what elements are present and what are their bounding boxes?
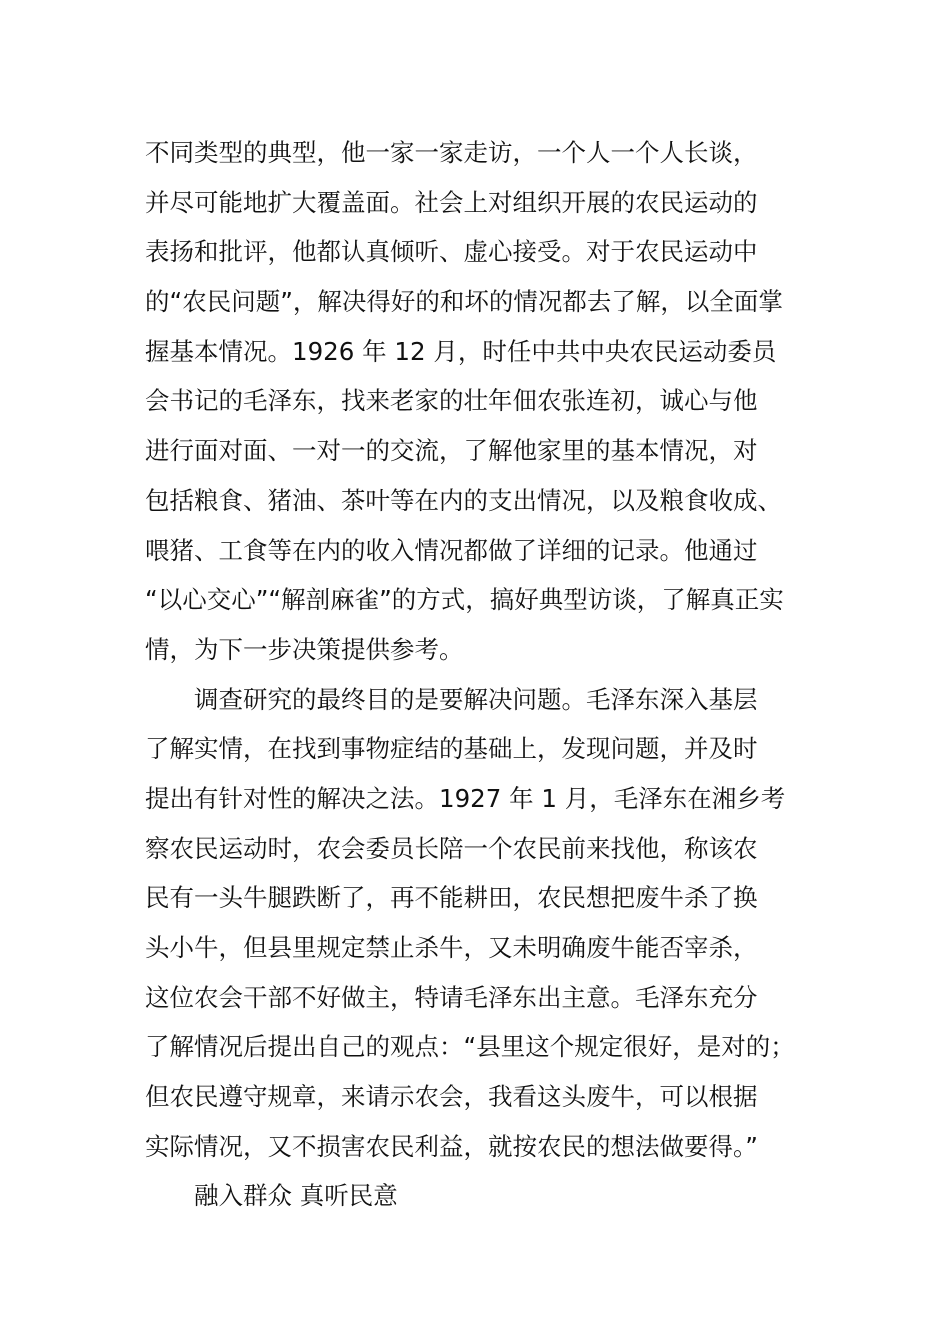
- text-line: “以心交心”“解剖麻雀”的方式，搞好典型访谈，了解真正实: [145, 585, 784, 615]
- text-line: 握基本情况。1926 年 12 月，时任中共中央农民运动委员: [145, 336, 777, 366]
- text-line: 了解情况后提出自己的观点：“县里这个规定很好，是对的；: [145, 1032, 795, 1062]
- text-line: 包括粮食、猪油、茶叶等在内的支出情况，以及粮食收成、: [145, 485, 782, 515]
- text-line: 察农民运动时，农会委员长陪一个农民前来找他，称该农: [145, 833, 758, 863]
- text-line: 的“农民问题”，解决得好的和坏的情况都去了解，以全面掌: [145, 287, 783, 317]
- text-line: 表扬和批评，他都认真倾听、虚心接受。对于农民运动中: [145, 237, 758, 267]
- text-line: 不同类型的典型，他一家一家走访，一个人一个人长谈，: [145, 138, 758, 167]
- text-line: 头小牛，但县里规定禁止杀牛，又未明确废牛能否宰杀，: [145, 933, 758, 962]
- section-heading: 融入群众 真听民意: [194, 1181, 398, 1211]
- text-line: 这位农会干部不好做主，特请毛泽东出主意。毛泽东充分: [145, 982, 758, 1012]
- text-line: 实际情况，又不损害农民利益，就按农民的想法做要得。”: [145, 1131, 758, 1161]
- text-line: 会书记的毛泽东，找来老家的壮年佃农张连初，诚心与他: [145, 386, 758, 416]
- text-line: 但农民遵守规章，来请示农会，我看这头废牛，可以根据: [145, 1082, 758, 1112]
- text-line: 并尽可能地扩大覆盖面。社会上对组织开展的农民运动的: [145, 187, 758, 217]
- text-line: 喂猪、工食等在内的收入情况都做了详细的记录。他通过: [145, 535, 758, 565]
- text-line: 了解实情，在找到事物症结的基础上，发现问题，并及时: [145, 734, 758, 764]
- text-line: 民有一头牛腿跌断了，再不能耕田，农民想把废牛杀了换: [145, 883, 758, 913]
- paragraph-start-line: 调查研究的最终目的是要解决问题。毛泽东深入基层: [194, 684, 758, 714]
- text-line: 进行面对面、一对一的交流，了解他家里的基本情况，对: [145, 436, 758, 466]
- body-text: [145, 128, 835, 1221]
- text-line: 提出有针对性的解决之法。1927 年 1 月，毛泽东在湘乡考: [145, 783, 786, 813]
- text-line: 情，为下一步决策提供参考。: [145, 634, 464, 664]
